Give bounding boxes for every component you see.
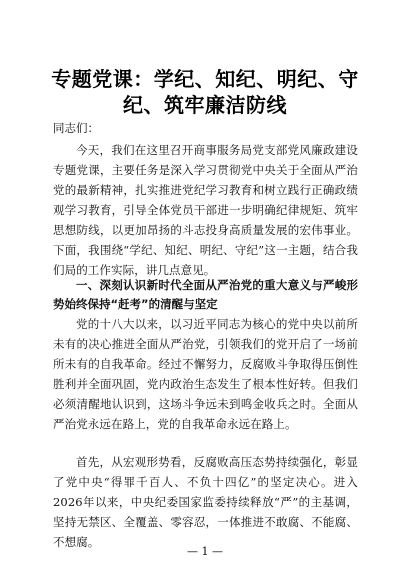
paragraph-body-1: 党的十八大以来，以习近平同志为核心的党中央以前所未有的决心推进全面从严治党，引领我们的党开启了一场前所未有的自我革命。经过不懈努力，反腐败斗争取得压倒性胜利并全面巩固，党内政治生态发生了根本性好转。但我们必须清醒地认识到，这场斗争远未到鸣金收兵之时。全面从严治党永远在路上，党的自我革命永远在路上。 [53,317,358,431]
document-title: 专题党课：学纪、知纪、明纪、守纪、筑牢廉洁防线 [51,67,359,117]
greeting: 同志们： [53,121,99,135]
paragraph-intro: 今天，我们在这里召开商事服务局党支部党风廉政建设专题党课，主要任务是深入学习贯彻党中央关于全面从严治党的最新精神，扎实推进党纪学习教育和树立践行正确政绩观学习教育，引导全体党员干部进一步明确纪律规矩、筑牢思想防线，以更加昂扬的斗志投身高质量发展的宏伟事业。下面，我围绕“学纪、知纪、明纪、守纪”这一主题，结合我们局的工作实际，讲几点意见。 [53,143,358,277]
section-heading: 一、深刻认识新时代全面从严治党的重大意义与严峻形势始终保持“赶考”的清醒与坚定 [53,278,358,311]
paragraph-body-2: 首先，从宏观形势看，反腐败高压态势持续强化，彰显了党中央“得罪千百人、不负十四亿”的坚定决心。进入 2026年以来，中央纪委国家监委持续释放“严”的主基调，坚持无禁区、全覆盖、零容忍，一体推进不敢腐、不能腐、不想腐。 [53,455,370,549]
page-number: — 1 — [187,545,223,558]
